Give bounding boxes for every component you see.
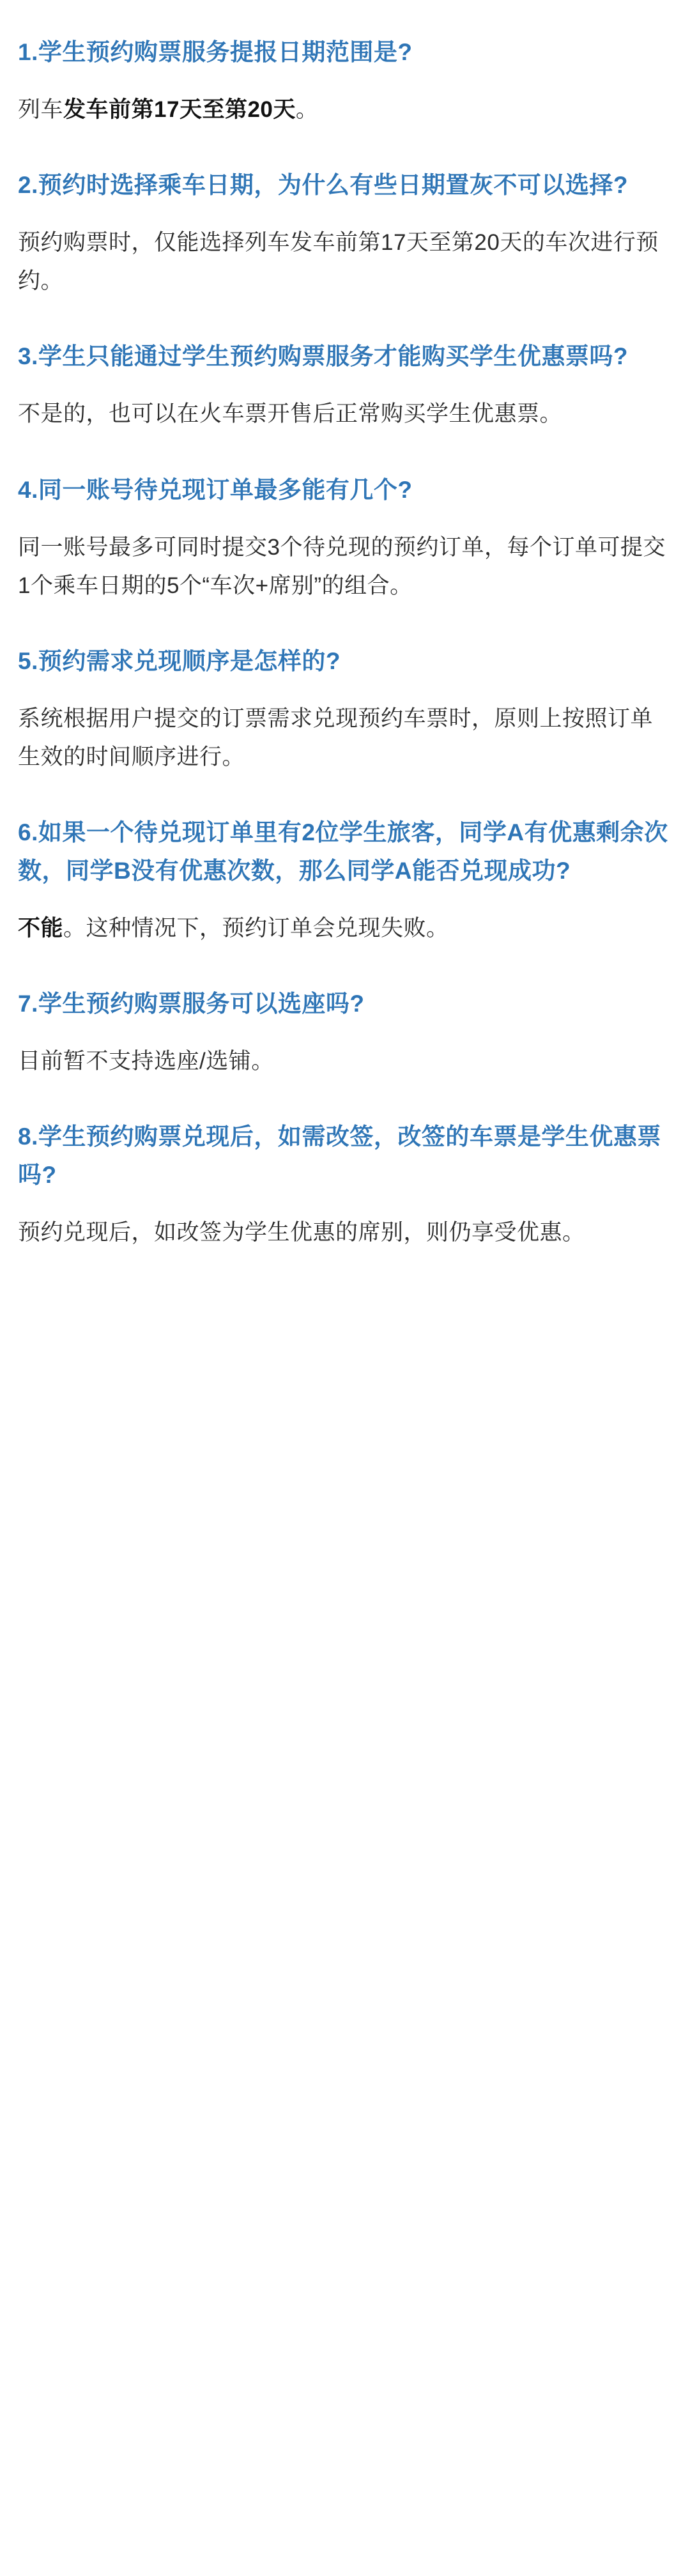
faq-answer: 目前暂不支持选座/选铺。 [18, 1049, 274, 1074]
faq-item [18, 152, 672, 323]
faq-answer: 预约兑现后，如改签为学生优惠的席别，则仍享受优惠。 [18, 1220, 585, 1246]
faq-question: 7.学生预约购票服务可以选座吗? [18, 991, 365, 1017]
faq-item [18, 323, 672, 456]
faq-list [18, 19, 672, 1275]
faq-item [18, 19, 672, 152]
faq-item [18, 457, 672, 628]
faq-answer: 不是的，也可以在火车票开售后正常购买学生优惠票。 [18, 401, 563, 427]
faq-answer: 预约购票时，仅能选择列车发车前第17天至第20天的车次进行预约。 [18, 230, 659, 294]
faq-item [18, 1104, 672, 1275]
faq-item [18, 628, 672, 799]
faq-question: 5.预约需求兑现顺序是怎样的? [18, 647, 341, 674]
faq-question: 1.学生预约购票服务提报日期范围是? [18, 39, 413, 65]
faq-question: 4.同一账号待兑现订单最多能有几个? [18, 476, 413, 503]
faq-item [18, 971, 672, 1104]
faq-question: 8.学生预约购票兑现后，如需改签，改签的车票是学生优惠票吗? [18, 1123, 661, 1189]
faq-item [18, 799, 672, 971]
faq-answer: 系统根据用户提交的订票需求兑现预约车票时，原则上按照订单生效的时间顺序进行。 [18, 706, 654, 769]
faq-answer: 列车发车前第17天至第20天。 [18, 96, 319, 122]
faq-answer: 不能。这种情况下，预约订单会兑现失败。 [18, 916, 449, 941]
faq-answer: 同一账号最多可同时提交3个待兑现的预约订单，每个订单可提交1个乘车日期的5个“车次+席别”的组合。 [18, 534, 666, 598]
faq-question: 2.预约时选择乘车日期，为什么有些日期置灰不可以选择? [18, 172, 628, 199]
faq-question: 3.学生只能通过学生预约购票服务才能购买学生优惠票吗? [18, 343, 628, 370]
faq-question: 6.如果一个待兑现订单里有2位学生旅客，同学A有优惠剩余次数，同学B没有优惠次数，那么同学A能否兑现成功? [18, 819, 668, 884]
